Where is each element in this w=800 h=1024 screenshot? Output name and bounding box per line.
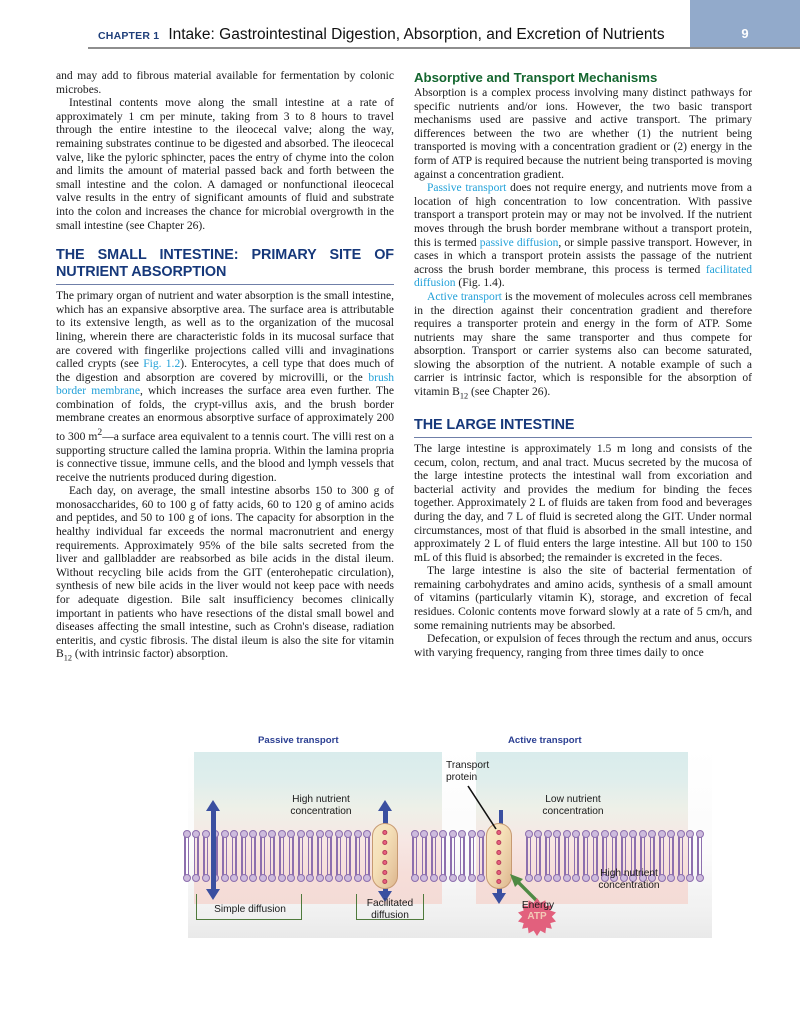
text-run: The primary organ of nutrient and water absorption is the small intestine, which has an expansive absorptive area. The surface area is attributable to its extensive length, as well as to the organization of the mucosal lining, wherein there are characteristic folds in its mucosal surface that are covered with fingerlike projections called villi and invaginations called crypts (see bbox=[56, 290, 394, 371]
label-facilitated-diffusion bbox=[356, 898, 424, 921]
label-line: Energy bbox=[521, 900, 555, 911]
transport-protein-leader-line bbox=[466, 784, 506, 832]
key-term-active-transport[interactable]: Active transport bbox=[427, 290, 502, 303]
subscript: 12 bbox=[459, 391, 469, 401]
right-column bbox=[414, 70, 752, 660]
paragraph: The large intestine is also the site of bacterial fermentation of remaining carbohydrates and amino acids, synthesis of a small amount of vitamins (particularly vitamin K), storage, and excretion of fecal residues. Colonic contents move forward slowly at a rate of 5 cm/h, and some remaining nutrients may be absorbed. bbox=[414, 565, 752, 632]
label-line: diffusion bbox=[371, 909, 409, 921]
heading-large-intestine: THE LARGE INTESTINE bbox=[414, 417, 752, 438]
chapter-label: CHAPTER 1 bbox=[98, 30, 160, 42]
text-run: , or simple passive transport. However, in cases in which a transport protein assists the passage of the nutrient across the brush border membrane, this process is termed bbox=[414, 236, 752, 276]
label-line: concentration bbox=[542, 805, 604, 817]
label-line: Facilitated bbox=[366, 898, 414, 909]
label-line: concentration bbox=[598, 879, 660, 891]
label-high-nutrient-left bbox=[266, 794, 376, 817]
left-column bbox=[56, 70, 394, 665]
paragraph: The large intestine is approximately 1.5 m long and consists of the cecum, colon, rectum, and anal tract. Mucus secreted by the mucosa of the large intestine protects the intestinal wall from excoriation and bacterial activity and provides the medium for binding the feces together. Approximately 2 L of fluids are taken from food and beverages during the day, and 7 L of fluid is secreted along the GIT. Under normal circumstances, most of that fluid is absorbed in the small intestine, and approximately 2 L of fluid enters the large intestine. All but 100 to 150 mL of this fluid is absorbed; the remainder is excreted in the feces. bbox=[414, 442, 752, 564]
atp-label: ATP bbox=[527, 911, 547, 922]
figure-caption-active-transport: Active transport bbox=[508, 735, 582, 746]
label-energy bbox=[508, 900, 568, 912]
key-term-passive-diffusion[interactable]: passive diffusion bbox=[479, 236, 559, 249]
paragraph: and may add to fibrous material available for fermentation by colonic microbes. bbox=[56, 70, 394, 96]
text-run: Each day, on average, the small intestine absorbs 150 to 300 g of monosaccharides, 60 to 100 g of fatty acids, 60 to 120 g of amino acids and peptides, and 50 to 100 g of ions. The capacity for absorption in the healthy individual far exceeds the normal macronutrient and energy requirements. Approximately 95% of the bile salts secreted from the liver and gallbladder are reabsorbed as bile acids in the distal ileum. Without recycling bile acids from the GIT (enterohepatic circulation), synthesis of new bile acids in the liver would not keep pace with needs for adequate digestion. Bile salt insufficiency becomes clinically important in patients who have resections of the distal small bowel and diseases affecting the small intestine, such as Crohn's disease, radiation enteritis, and cystic fibrosis. The distal ileum is also the site for vitamin B bbox=[56, 485, 394, 661]
paragraph: Defecation, or expulsion of feces through the rectum and anus, occurs with varying frequency, ranging from three times daily to once bbox=[414, 633, 752, 659]
page-title: Intake: Gastrointestinal Digestion, Absorption, and Excretion of Nutrients bbox=[168, 26, 665, 43]
label-line: protein bbox=[446, 771, 478, 783]
figure-reference-link[interactable]: Fig. 1.2 bbox=[143, 358, 181, 371]
running-head bbox=[98, 26, 678, 44]
paragraph: Intestinal contents move along the small intestine at a rate of approximately 1 cm per minute, taking from 3 to 8 hours to travel through the entire intestine to the ileocecal valve; along the way, remaining substrates continue to be digested and absorbed. The ileocecal valve, like the pyloric sphincter, paces the entry of chyme into the colon and limits the amount of material passed back and forth between the small intestine and the colon. A damaged or nonfunctional ileocecal valve results in the entry of significant amounts of fluid and substrate into the colon and increases the chance for microbial overgrowth in the small intestine (see Chapter 26). bbox=[56, 97, 394, 232]
header-rule-right bbox=[690, 47, 800, 49]
paragraph bbox=[56, 290, 394, 485]
heading-small-intestine: THE SMALL INTESTINE: PRIMARY SITE OF NUTRIENT ABSORPTION bbox=[56, 247, 394, 285]
text-run: (Fig. 1.4). bbox=[455, 277, 505, 290]
paragraph bbox=[414, 291, 752, 403]
text-run: is the movement of molecules across cell membranes in the direction against their concentration gradient and therefore requires a transporter protein and energy in the form of ATP. Some nutrients may share the same transporter and thus compete for absorption. Transport or carrier systems also can become saturated, slowing the absorption of the nutrient. A notable example of such a carrier is intrinsic factor, which is responsible for the absorption of vitamin B bbox=[414, 290, 752, 399]
label-line: Simple diffusion bbox=[214, 904, 286, 915]
text-run: (see Chapter 26). bbox=[468, 386, 551, 399]
figure-caption-passive-transport: Passive transport bbox=[258, 735, 339, 746]
figure-transport-mechanisms bbox=[188, 735, 712, 938]
text-run: —a surface area equivalent to a tennis court. The villi rest on a supporting structure called the lamina propria. Within the lamina propria is connective tissue, immune cells, and the blood and lymph vessels that receive the nutrients produced during digestion. bbox=[56, 430, 395, 484]
paragraph bbox=[414, 182, 752, 291]
label-simple-diffusion bbox=[198, 904, 302, 916]
text-run: does not require energy, and nutrients move from a location of high concentration to low concentration. With passive transport a transport protein may or may not be involved. If the nutrient moves through the brush border membrane without a transport protein, this is termed bbox=[414, 182, 752, 249]
key-term-facilitated-diffusion[interactable]: facilitated diffusion bbox=[414, 263, 752, 290]
label-high-nutrient-right bbox=[574, 868, 684, 891]
text-run: (with intrinsic factor) absorption. bbox=[72, 648, 229, 661]
label-line: concentration bbox=[290, 805, 352, 817]
paragraph bbox=[56, 485, 394, 665]
superscript: 2 bbox=[97, 427, 103, 439]
page-number: 9 bbox=[741, 26, 749, 41]
label-line: High nutrient bbox=[292, 794, 350, 805]
transport-protein-facilitated bbox=[372, 823, 398, 889]
text-run: ). Enterocytes, a cell type that does much of the digestion and absorption are covered by microvilli, or the bbox=[56, 358, 394, 384]
label-line: Low nutrient bbox=[545, 794, 601, 805]
text-run: , which increases the surface area even further. The combination of folds, the crypt-villus axis, and the brush border membrane creates an enormous absorptive surface of approximately 200 to 300 m bbox=[56, 385, 394, 443]
heading-absorptive-transport-mechanisms: Absorptive and Transport Mechanisms bbox=[414, 70, 658, 85]
paragraph: Absorption is a complex process involving many distinct pathways for specific nutrients and/or ions. However, the two basic transport mechanisms used are passive and active transport. The primary differences between the two are whether (1) the nutrient being transported is moving with a concentration gradient or (2) energy in the form of ATP is required because the nutrient being transported is moving against a concentration gradient. bbox=[414, 87, 752, 181]
lipid-bilayer-segment-2 bbox=[410, 830, 494, 882]
key-term-brush-border-membrane[interactable]: brush border membrane bbox=[56, 371, 394, 398]
footer-watermark bbox=[0, 944, 800, 1024]
subscript: 12 bbox=[63, 653, 72, 663]
label-line: High nutrient bbox=[600, 868, 658, 879]
label-transport-protein bbox=[446, 760, 526, 783]
label-low-nutrient bbox=[518, 794, 628, 817]
page-header bbox=[0, 0, 800, 52]
key-term-passive-transport[interactable]: Passive transport bbox=[427, 182, 507, 195]
label-line: Transport bbox=[446, 760, 490, 771]
header-rule bbox=[88, 47, 690, 49]
